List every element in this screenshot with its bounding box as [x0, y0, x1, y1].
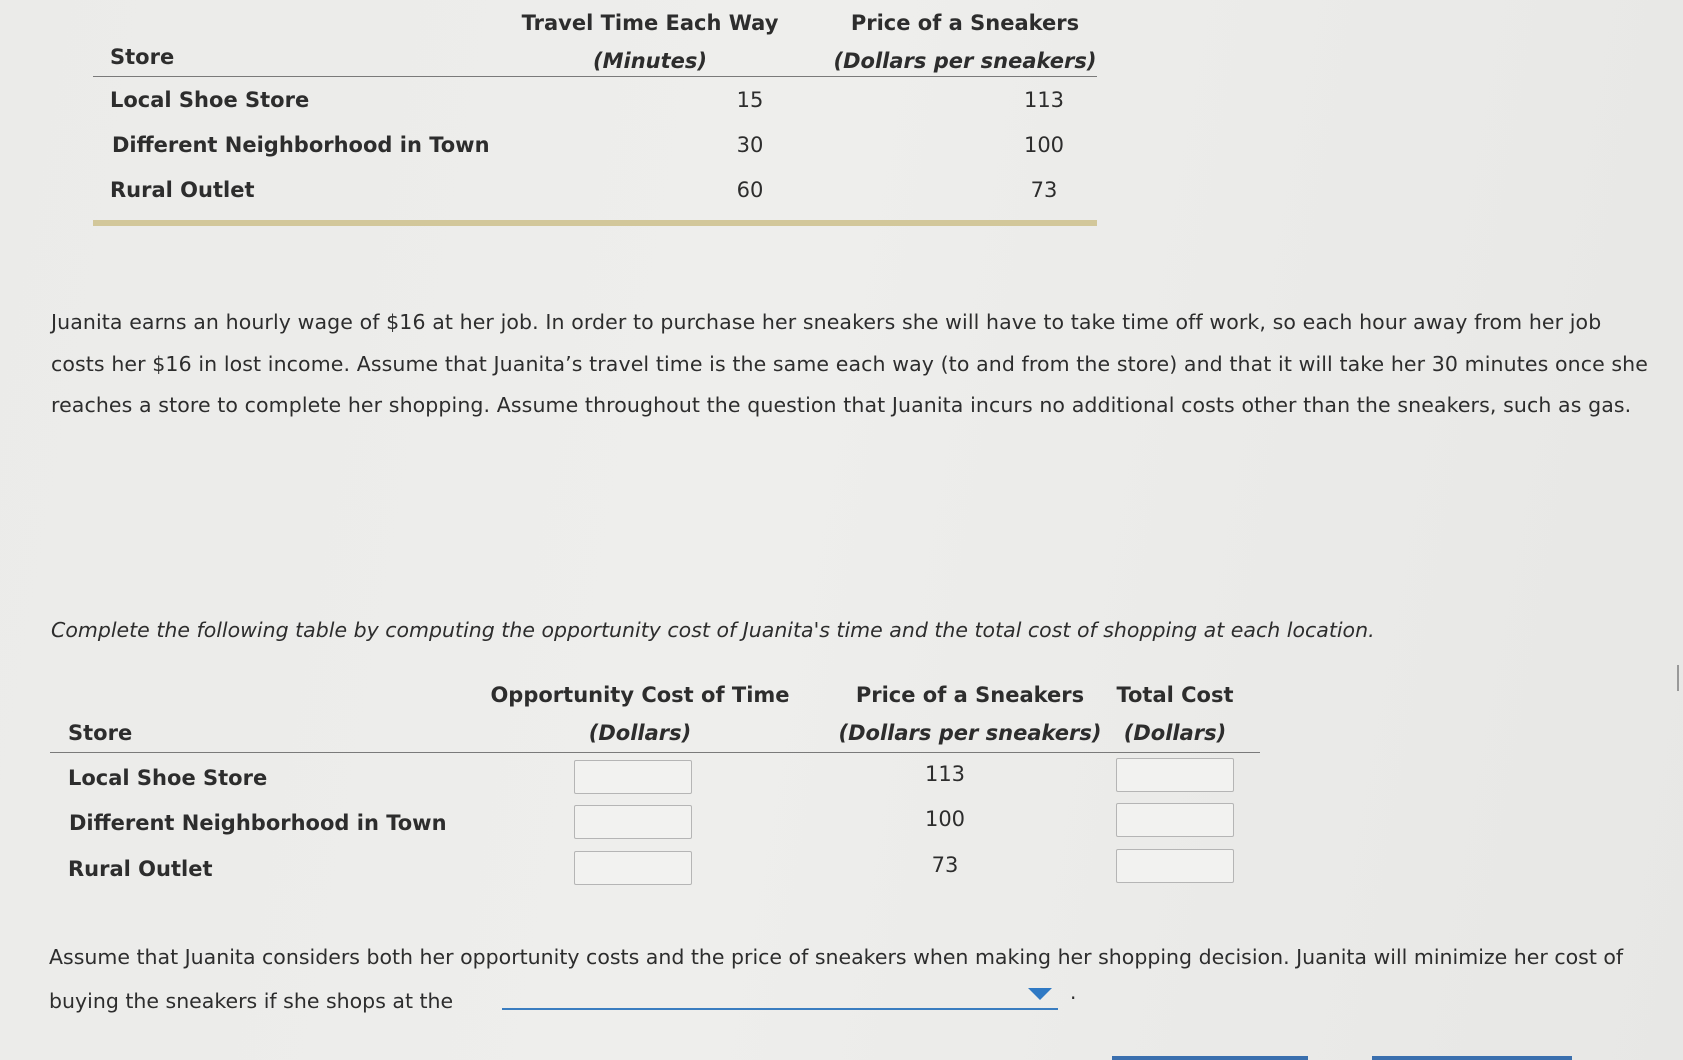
total-cost-header-unit: (Dollars): [1123, 721, 1227, 745]
table-row: [50, 756, 1260, 800]
store-name: Rural Outlet: [110, 178, 255, 202]
table-row: [93, 123, 1097, 167]
sentence-period: .: [1070, 980, 1077, 1004]
total-cost-input-local[interactable]: [1116, 758, 1234, 792]
table-bottom-bar: [93, 220, 1097, 226]
price-column-header: [810, 676, 1130, 752]
opportunity-cost-input-local[interactable]: [574, 760, 692, 794]
total-cost-column-header: [1110, 676, 1240, 752]
opportunity-cost-input-neighborhood[interactable]: [574, 805, 692, 839]
cost-calculation-table: [50, 676, 1260, 881]
table-instruction: Complete the following table by computing the opportunity cost of Juanita's time and the total cost of shopping at each location.: [51, 618, 1375, 642]
opportunity-cost-column-header: [480, 676, 800, 752]
table-row: [50, 847, 1260, 891]
store-column-header: Store: [68, 721, 133, 745]
travel-time-header-unit: (Minutes): [593, 49, 707, 73]
total-cost-input-rural[interactable]: [1116, 849, 1234, 883]
store-info-table: [93, 4, 1097, 202]
store-name: Local Shoe Store: [68, 766, 268, 790]
travel-time-value: 60: [736, 178, 764, 202]
price-value: 100: [1023, 133, 1065, 157]
price-value: 113: [1023, 88, 1065, 112]
price-value: 100: [924, 807, 966, 831]
price-header-unit: (Dollars per sneakers): [838, 721, 1102, 745]
price-header-unit: (Dollars per sneakers): [833, 49, 1097, 73]
scroll-edge-marker: [1677, 665, 1683, 691]
price-header-title: Price of a Sneakers: [855, 683, 1085, 707]
travel-time-header-title: Travel Time Each Way: [521, 11, 779, 35]
table-row: [93, 78, 1097, 122]
store-name: Local Shoe Store: [110, 88, 310, 112]
total-cost-header-title: Total Cost: [1116, 683, 1234, 707]
table-header: [93, 4, 1097, 77]
table-row: [50, 801, 1260, 845]
dropdown-arrow-icon: [1028, 988, 1052, 1000]
problem-description: Juanita earns an hourly wage of $16 at her job. In order to purchase her sneakers she will have to take time off work, so each hour away from her job costs her $16 in lost income. Assume that Juanita’s travel time is the same each way (to and from the store) and that it will take her 30 minutes once she reaches a store to complete her shopping. Assume throughout the question that Juanita incurs no additional costs other than the sneakers, such as gas.: [51, 310, 1648, 417]
travel-time-column-header: [505, 4, 795, 80]
store-choice-dropdown[interactable]: [502, 980, 1058, 1010]
opportunity-cost-input-rural[interactable]: [574, 851, 692, 885]
travel-time-value: 30: [736, 133, 764, 157]
opportunity-cost-header-unit: (Dollars): [588, 721, 692, 745]
table-row: [93, 168, 1097, 212]
price-value: 73: [1030, 178, 1058, 202]
travel-time-value: 15: [736, 88, 764, 112]
table-header: [50, 676, 1260, 753]
bottom-button-edge[interactable]: [1372, 1056, 1572, 1060]
store-column-header: Store: [110, 45, 175, 69]
price-header-title: Price of a Sneakers: [850, 11, 1080, 35]
final-question-text: Assume that Juanita considers both her opportunity costs and the price of sneakers when making her shopping decision. Juanita will minimize her cost of buying the sneakers if she shops at the: [49, 945, 1624, 1013]
price-value: 113: [924, 762, 966, 786]
store-name: Different Neighborhood in Town: [112, 133, 490, 157]
total-cost-input-neighborhood[interactable]: [1116, 803, 1234, 837]
price-value: 73: [931, 853, 959, 877]
store-name: Different Neighborhood in Town: [69, 811, 447, 835]
store-name: Rural Outlet: [68, 857, 213, 881]
opportunity-cost-header-title: Opportunity Cost of Time: [490, 683, 790, 707]
bottom-button-edge[interactable]: [1112, 1056, 1308, 1060]
price-column-header: [805, 4, 1125, 80]
